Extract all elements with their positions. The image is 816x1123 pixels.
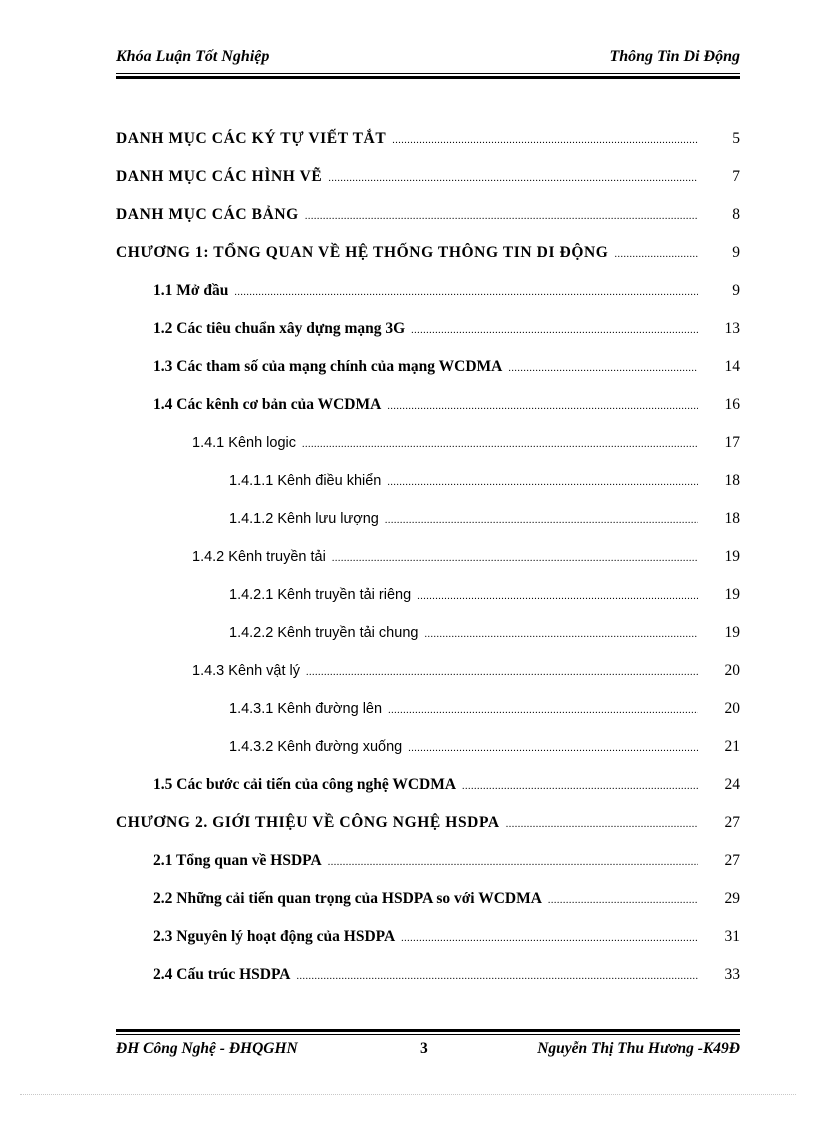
toc-entry[interactable]: [116, 510, 740, 548]
toc-entry-page: 5: [732, 130, 740, 147]
toc-leader-dots: [411, 325, 698, 336]
toc-leader-dots: [506, 819, 698, 830]
toc-leader-dots: [417, 591, 698, 602]
toc-entry-page: 8: [732, 206, 740, 223]
toc-entry-label: 1.3 Các tham số của mạng chính của mạng WCDMA: [153, 358, 503, 375]
toc-leader-dots: [328, 173, 698, 184]
toc-entry-label: 1.4.1 Kênh logic: [192, 435, 296, 451]
toc-entry[interactable]: [116, 358, 740, 396]
toc-leader-dots: [385, 515, 698, 526]
toc-leader-dots: [302, 439, 698, 450]
toc-entry-label: 1.1 Mở đầu: [153, 282, 229, 299]
page-edge-divider: [20, 1094, 796, 1095]
toc-entry[interactable]: [116, 434, 740, 472]
toc-entry-page: 9: [732, 244, 740, 261]
toc-entry[interactable]: [116, 814, 740, 852]
footer-rule-thin: [116, 1034, 740, 1035]
toc-entry-page: 31: [724, 928, 740, 945]
toc-entry-label: 2.3 Nguyên lý hoạt động của HSDPA: [153, 928, 396, 945]
toc-leader-dots: [387, 477, 698, 488]
toc-leader-dots: [234, 287, 698, 298]
toc-entry-label: 1.5 Các bước cải tiến của công nghệ WCDMA: [153, 776, 457, 793]
toc-entry-page: 18: [724, 472, 740, 489]
toc-entry[interactable]: [116, 282, 740, 320]
toc-entry-page: 7: [732, 168, 740, 185]
toc-entry[interactable]: [116, 624, 740, 662]
toc-entry-label: CHƯƠNG 2. GIỚI THIỆU VỀ CÔNG NGHỆ HSDPA: [116, 814, 500, 831]
page-header: [116, 48, 740, 70]
toc-entry[interactable]: [116, 700, 740, 738]
footer-rule-thick: [116, 1029, 740, 1032]
toc-entry-label: DANH MỤC CÁC BẢNG: [116, 206, 299, 223]
page-footer: [116, 1040, 740, 1062]
footer-university: ĐH Công Nghệ - ĐHQGHN: [116, 1040, 298, 1057]
toc-entry[interactable]: [116, 852, 740, 890]
toc-leader-dots: [392, 135, 698, 146]
header-thesis-title: Khóa Luận Tốt Nghiệp: [116, 48, 270, 65]
toc-entry-label: 2.1 Tổng quan về HSDPA: [153, 852, 322, 869]
toc-entry[interactable]: [116, 928, 740, 966]
toc-leader-dots: [401, 933, 698, 944]
toc-entry-page: 27: [724, 852, 740, 869]
toc-entry-label: 1.4.2 Kênh truyền tải: [192, 549, 326, 565]
toc-entry[interactable]: [116, 776, 740, 814]
toc-entry[interactable]: [116, 548, 740, 586]
toc-entry-label: CHƯƠNG 1: TỔNG QUAN VỀ HỆ THỐNG THÔNG TIN DI ĐỘNG: [116, 244, 609, 261]
header-subject-title: Thông Tin Di Động: [609, 48, 740, 65]
toc-entry-label: 1.4.3.1 Kênh đường lên: [229, 701, 383, 717]
toc-entry[interactable]: [116, 396, 740, 434]
toc-leader-dots: [408, 743, 698, 754]
toc-entry[interactable]: [116, 472, 740, 510]
toc-entry[interactable]: [116, 244, 740, 282]
toc-leader-dots: [328, 857, 698, 868]
toc-leader-dots: [305, 211, 698, 222]
toc-entry[interactable]: [116, 130, 740, 168]
toc-entry-page: 24: [724, 776, 740, 793]
toc-leader-dots: [462, 781, 698, 792]
toc-entry-page: 18: [724, 510, 740, 527]
toc-entry[interactable]: [116, 890, 740, 928]
header-rule-thin: [116, 73, 740, 74]
footer-page-number: 3: [420, 1040, 428, 1057]
toc-entry-page: 20: [724, 700, 740, 717]
toc-entry[interactable]: [116, 586, 740, 624]
toc-leader-dots: [387, 401, 698, 412]
toc-entry-label: 1.4.3.2 Kênh đường xuống: [229, 739, 403, 755]
toc-entry[interactable]: [116, 966, 740, 1004]
toc-entry-page: 17: [724, 434, 740, 451]
toc-entry-label: 2.2 Những cải tiến quan trọng của HSDPA so với WCDMA: [153, 890, 542, 907]
toc-entry-page: 9: [732, 282, 740, 299]
header-rule-thick: [116, 76, 740, 79]
toc-leader-dots: [614, 249, 698, 260]
toc-leader-dots: [424, 629, 698, 640]
toc-entry-page: 21: [724, 738, 740, 755]
toc-entry-page: 27: [724, 814, 740, 831]
table-of-contents: [116, 130, 740, 1004]
toc-entry-page: 20: [724, 662, 740, 679]
toc-entry-label: DANH MỤC CÁC KÝ TỰ VIẾT TẮT: [116, 130, 387, 147]
toc-entry-page: 19: [724, 586, 740, 603]
toc-entry-label: 2.4 Cấu trúc HSDPA: [153, 966, 291, 983]
toc-entry[interactable]: [116, 738, 740, 776]
toc-entry[interactable]: [116, 206, 740, 244]
toc-entry-page: 14: [724, 358, 740, 375]
toc-leader-dots: [306, 667, 698, 678]
toc-leader-dots: [508, 363, 698, 374]
footer-author: Nguyễn Thị Thu Hương -K49Đ: [537, 1040, 740, 1057]
toc-entry-label: 1.4.1.2 Kênh lưu lượng: [229, 511, 379, 527]
toc-leader-dots: [297, 971, 699, 982]
toc-entry-page: 13: [724, 320, 740, 337]
toc-leader-dots: [332, 553, 698, 564]
toc-entry-page: 19: [724, 624, 740, 641]
toc-entry-label: 1.4.1.1 Kênh điều khiển: [229, 473, 382, 489]
toc-entry-page: 19: [724, 548, 740, 565]
toc-entry[interactable]: [116, 662, 740, 700]
toc-entry-page: 16: [724, 396, 740, 413]
toc-entry-label: 1.4.2.1 Kênh truyền tải riêng: [229, 587, 412, 603]
toc-entry-page: 33: [724, 966, 740, 983]
toc-entry[interactable]: [116, 168, 740, 206]
toc-leader-dots: [548, 895, 698, 906]
toc-entry-page: 29: [724, 890, 740, 907]
toc-entry-label: 1.4.2.2 Kênh truyền tải chung: [229, 625, 419, 641]
toc-entry-label: 1.4.3 Kênh vật lý: [192, 663, 301, 679]
toc-entry-label: DANH MỤC CÁC HÌNH VẼ: [116, 168, 323, 185]
toc-entry[interactable]: [116, 320, 740, 358]
toc-leader-dots: [388, 705, 698, 716]
toc-entry-label: 1.4 Các kênh cơ bản của WCDMA: [153, 396, 382, 413]
toc-entry-label: 1.2 Các tiêu chuẩn xây dựng mạng 3G: [153, 320, 406, 337]
